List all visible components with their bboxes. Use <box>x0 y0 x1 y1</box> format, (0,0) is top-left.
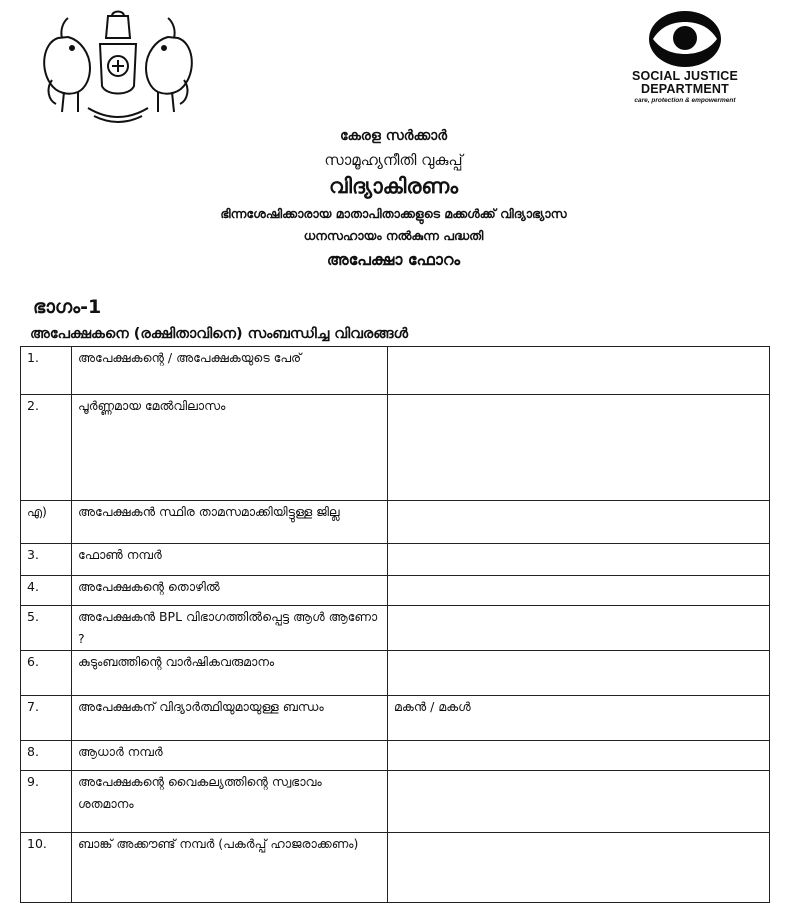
bank-account-field[interactable] <box>388 833 770 903</box>
logo-tagline: care, protection & empowerment <box>634 97 736 104</box>
scheme-description-line2: ധനസഹായം നൽകുന്ന പദ്ധതി <box>303 228 484 243</box>
row-number: 7. <box>21 696 72 741</box>
table-row <box>21 741 770 771</box>
table-row <box>21 544 770 576</box>
row-number: 2. <box>21 395 72 501</box>
elephant-emblem-icon <box>38 8 198 126</box>
bpl-status-field[interactable] <box>388 606 770 651</box>
form-title: അപേക്ഷാ ഫോറം <box>326 250 461 269</box>
kerala-emblem-logo <box>38 8 198 126</box>
eye-logo-icon <box>647 8 723 70</box>
disability-field[interactable] <box>388 771 770 833</box>
district-field[interactable] <box>388 501 770 544</box>
department-name: സാമൂഹ്യനീതി വുകുപ്പ് <box>324 151 463 169</box>
occupation-field[interactable] <box>388 576 770 606</box>
table-row <box>21 576 770 606</box>
field-label: അപേക്ഷകന്റെ / അപേക്ഷകയുടെ പേര് <box>72 347 388 395</box>
address-field[interactable] <box>388 395 770 501</box>
row-number: 4. <box>21 576 72 606</box>
field-label: പൂർണ്ണമായ മേൽവിലാസം <box>72 395 388 501</box>
row-number: 9. <box>21 771 72 833</box>
applicant-details-table <box>20 346 770 903</box>
table-row <box>21 833 770 903</box>
field-label: ആധാർ നമ്പർ <box>72 741 388 771</box>
row-number: എ) <box>21 501 72 544</box>
scheme-name: വിദ്യാകിരണം <box>328 174 459 198</box>
field-label: അപേക്ഷകന്റെ വൈകല്യത്തിന്റെ സ്വഭാവം ശതമാനം <box>72 771 388 833</box>
row-number: 6. <box>21 651 72 696</box>
logo-title-line2: DEPARTMENT <box>641 82 729 96</box>
section-heading: അപേക്ഷകനെ (രക്ഷിതാവിനെ) സംബന്ധിച്ച വിവരങ്ങൾ <box>30 326 409 342</box>
annual-income-field[interactable] <box>388 651 770 696</box>
field-label: അപേക്ഷകന്റെ തൊഴിൽ <box>72 576 388 606</box>
social-justice-department-logo <box>600 8 770 120</box>
row-number: 3. <box>21 544 72 576</box>
field-label: ബാങ്ക് അക്കൗണ്ട് നമ്പർ (പകർപ്പ് ഹാജരാക്കണം) <box>72 833 388 903</box>
row-number: 10. <box>21 833 72 903</box>
table-row <box>21 501 770 544</box>
field-label: കുടുംബത്തിന്റെ വാർഷികവരുമാനം <box>72 651 388 696</box>
table-row <box>21 347 770 395</box>
field-label: അപേക്ഷകന് വിദ്യാർത്ഥിയുമായുള്ള ബന്ധം <box>72 696 388 741</box>
table-row <box>21 696 770 741</box>
aadhaar-number-field[interactable] <box>388 741 770 771</box>
table-row <box>21 395 770 501</box>
logo-title-line1: SOCIAL JUSTICE <box>631 69 739 83</box>
relationship-field[interactable]: മകൻ / മകൾ <box>388 696 770 741</box>
part-heading: ഭാഗം-1 <box>33 296 102 318</box>
table-row <box>21 651 770 696</box>
row-number: 5. <box>21 606 72 651</box>
field-label: അപേക്ഷകൻ BPL വിഭാഗത്തിൽപ്പെട്ട ആൾ ആണോ ? <box>72 606 388 651</box>
phone-number-field[interactable] <box>388 544 770 576</box>
table-row <box>21 606 770 651</box>
row-number: 8. <box>21 741 72 771</box>
applicant-name-field[interactable] <box>388 347 770 395</box>
table-row <box>21 771 770 833</box>
field-label: അപേക്ഷകൻ സ്ഥിര താമസമാക്കിയിട്ടുള്ള ജില്ല <box>72 501 388 544</box>
scheme-description-line1: ഭിന്നശേഷിക്കാരായ മാതാപിതാക്കളുടെ മക്കൾക്ക് വിദ്യാഭ്യാസ <box>220 206 567 221</box>
field-label: ഫോൺ നമ്പർ <box>72 544 388 576</box>
government-name: കേരള സർക്കാർ <box>339 128 448 144</box>
row-number: 1. <box>21 347 72 395</box>
